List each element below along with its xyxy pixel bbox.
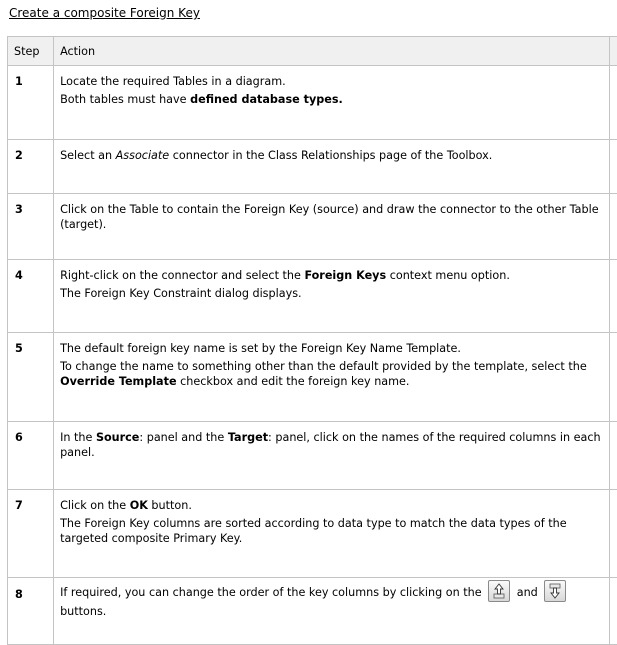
step-number: 5 — [8, 333, 54, 422]
action-line — [60, 430, 601, 460]
steps-table — [7, 36, 617, 645]
move-down-icon — [544, 580, 566, 602]
step-number: 2 — [8, 140, 54, 194]
action-text: Right-click on the connector and select the — [60, 269, 304, 282]
action-line — [60, 359, 601, 389]
step-action — [54, 66, 610, 140]
action-line — [60, 92, 601, 107]
table-row — [8, 578, 617, 645]
row-spacer-cell — [609, 260, 617, 333]
action-line — [60, 268, 601, 283]
action-line — [60, 498, 601, 513]
action-text: connector in the Class Relationships page of the Toolbox. — [169, 149, 492, 162]
table-row — [8, 490, 617, 578]
step-number: 8 — [8, 578, 54, 645]
table-row — [8, 422, 617, 490]
step-action — [54, 578, 610, 645]
action-text: The default foreign key name is set by the Foreign Key Name Template. — [60, 342, 461, 355]
action-text-bold: defined database types. — [190, 93, 343, 106]
action-text-bold: Source — [96, 431, 139, 444]
step-number: 6 — [8, 422, 54, 490]
table-row — [8, 66, 617, 140]
action-text: Select an — [60, 149, 116, 162]
row-spacer-cell — [609, 422, 617, 490]
row-spacer-cell — [609, 333, 617, 422]
action-text: buttons. — [60, 605, 106, 618]
step-action — [54, 260, 610, 333]
table-header-row — [8, 37, 617, 66]
column-header-extra — [609, 37, 617, 66]
step-action — [54, 422, 610, 490]
row-spacer-cell — [609, 490, 617, 578]
action-text: The Foreign Key Constraint dialog displays. — [60, 287, 302, 300]
action-line — [60, 516, 601, 546]
action-text: button. — [148, 499, 192, 512]
action-text: Click on the Table to contain the Foreign Key (source) and draw the connector to the other Table (target). — [60, 203, 599, 231]
action-line — [60, 74, 601, 89]
action-text: Locate the required Tables in a diagram. — [60, 75, 286, 88]
action-text: If required, you can change the order of the key columns by clicking on the — [60, 586, 485, 599]
table-row — [8, 333, 617, 422]
action-text: Both tables must have — [60, 93, 190, 106]
row-spacer-cell — [609, 578, 617, 645]
action-text: : panel, click on the names of the required columns in each panel. — [60, 431, 601, 459]
action-text: To change the name to something other than the default provided by the template, select the — [60, 360, 587, 373]
action-text: : panel and the — [139, 431, 227, 444]
steps-table-body — [8, 66, 617, 645]
table-row — [8, 194, 617, 260]
action-text-bold: OK — [130, 499, 148, 512]
action-text-italic: Associate — [116, 149, 170, 162]
action-line — [60, 202, 601, 232]
action-text: In the — [60, 431, 96, 444]
step-action — [54, 140, 610, 194]
action-text: The Foreign Key columns are sorted according to data type to match the data types of the targeted composite Primary Key. — [60, 517, 567, 545]
move-up-icon — [488, 580, 510, 602]
action-text: Click on the — [60, 499, 130, 512]
step-action — [54, 194, 610, 260]
table-row — [8, 260, 617, 333]
step-action — [54, 333, 610, 422]
action-line — [60, 286, 601, 301]
row-spacer-cell — [609, 140, 617, 194]
column-header-step: Step — [8, 37, 54, 66]
action-text-bold: Override Template — [60, 375, 176, 388]
step-action — [54, 490, 610, 578]
action-line — [60, 148, 601, 163]
step-number: 1 — [8, 66, 54, 140]
row-spacer-cell — [609, 66, 617, 140]
action-text: and — [513, 586, 541, 599]
action-line — [60, 341, 601, 356]
action-text-bold: Target — [228, 431, 268, 444]
step-number: 3 — [8, 194, 54, 260]
column-header-action: Action — [54, 37, 610, 66]
step-number: 7 — [8, 490, 54, 578]
row-spacer-cell — [609, 194, 617, 260]
page-title[interactable]: Create a composite Foreign Key — [9, 6, 200, 20]
action-text: context menu option. — [386, 269, 510, 282]
step-number: 4 — [8, 260, 54, 333]
action-text: checkbox and edit the foreign key name. — [177, 375, 410, 388]
action-line — [60, 582, 601, 619]
table-row — [8, 140, 617, 194]
action-text-bold: Foreign Keys — [304, 269, 386, 282]
